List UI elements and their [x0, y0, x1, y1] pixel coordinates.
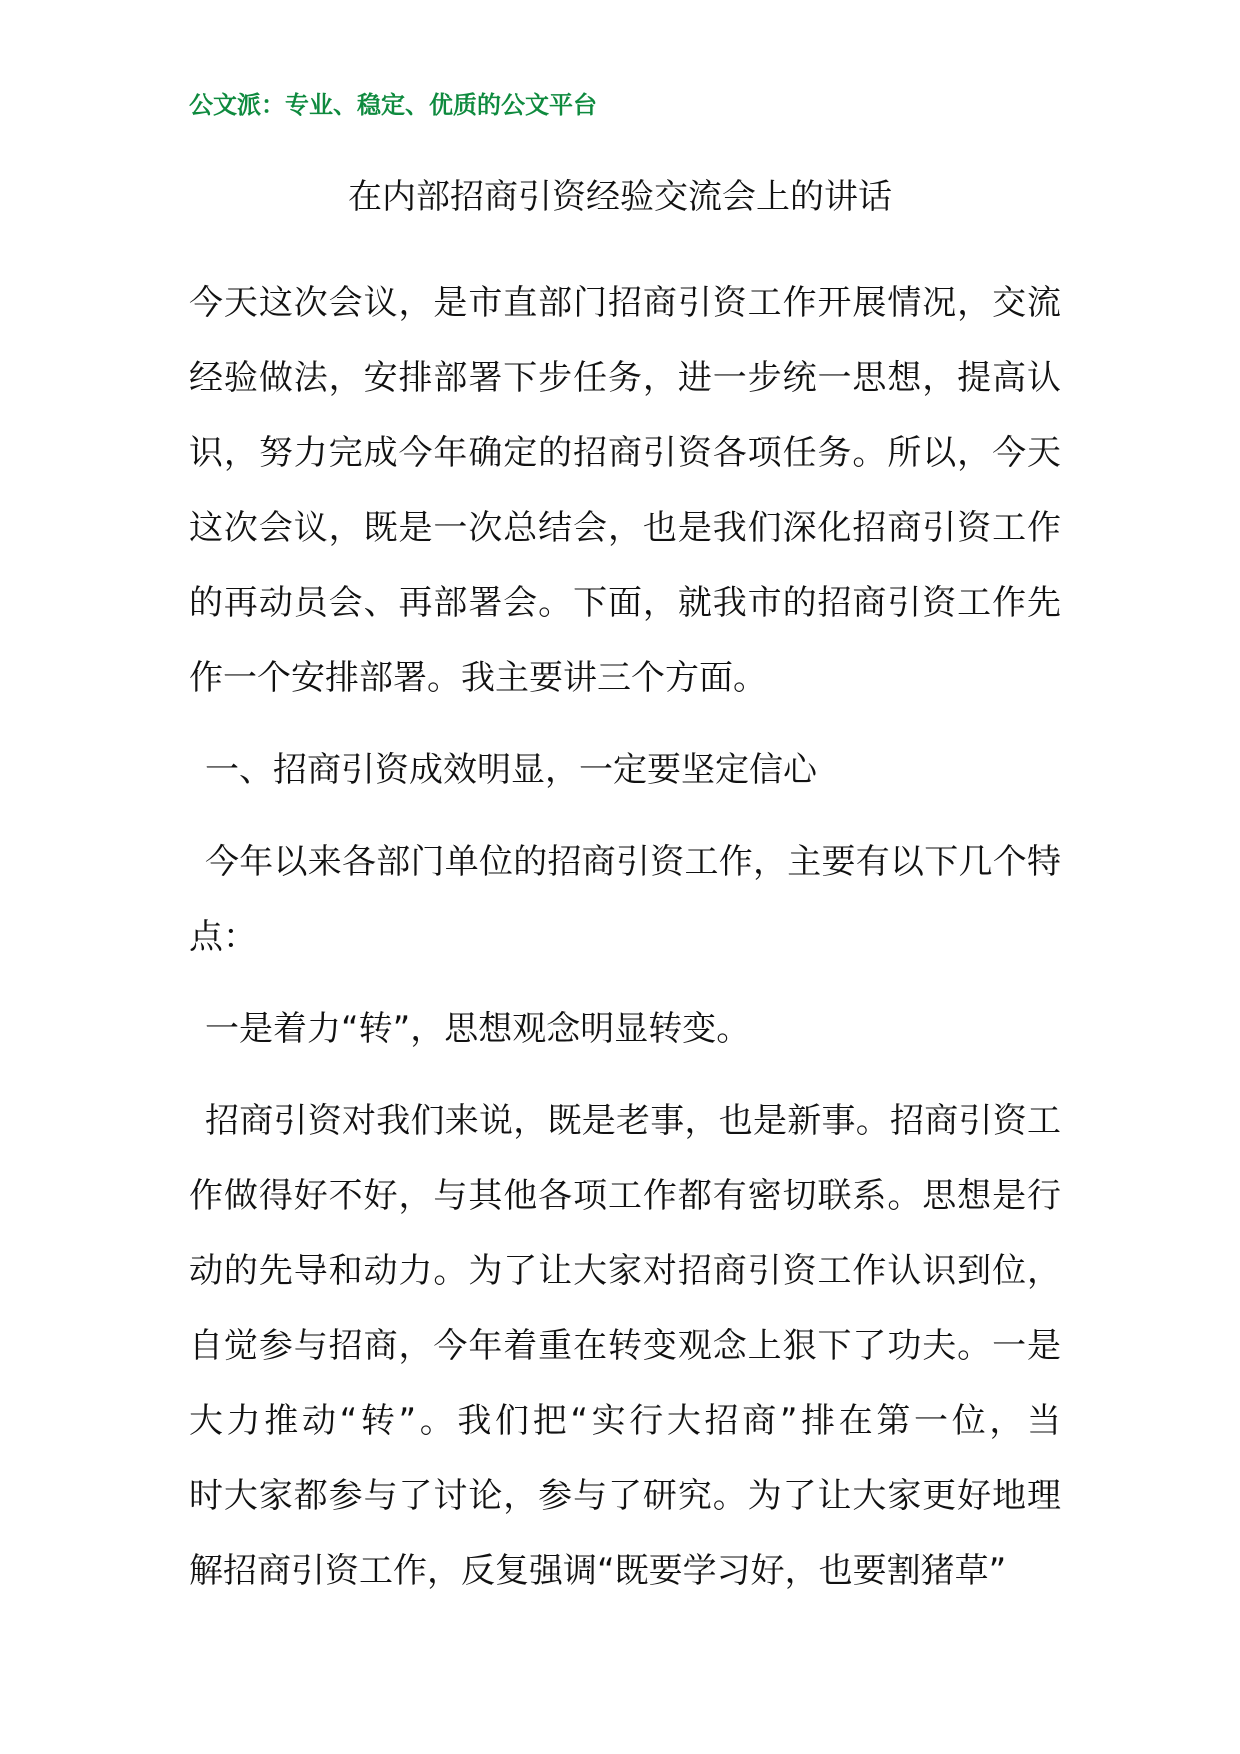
- paragraph-features: [189, 825, 1061, 975]
- subheading-1: [189, 992, 1061, 1067]
- section-heading-1: [189, 733, 1061, 808]
- text-line: 动的先导和动力。为了让大家对招商引资工作认识到位，: [189, 1251, 1061, 1291]
- text-line: 的再动员会、再部署会。下面，就我市的招商引资工作先: [189, 583, 1061, 623]
- text-line: 今年以来各部门单位的招商引资工作，主要有以下几个特: [205, 842, 1061, 882]
- text-line: 招商引资对我们来说，既是老事，也是新事。招商引资工: [205, 1101, 1061, 1141]
- document-title: 在内部招商引资经验交流会上的讲话: [348, 177, 892, 217]
- heading-line: 一、招商引资成效明显，一定要坚定信心: [205, 750, 817, 790]
- text-line: 大力推动“转”。我们把“实行大招商”排在第一位，当: [189, 1401, 1061, 1441]
- header-banner: 公文派：专业、稳定、优质的公文平台: [189, 91, 597, 119]
- text-line: 作一个安排部署。我主要讲三个方面。: [189, 658, 767, 698]
- text-line: 时大家都参与了讨论，参与了研究。为了让大家更好地理: [189, 1476, 1061, 1516]
- paragraph-intro: [189, 266, 1061, 716]
- text-line: 自觉参与招商，今年着重在转变观念上狠下了功夫。一是: [189, 1326, 1061, 1366]
- text-line: 识，努力完成今年确定的招商引资各项任务。所以，今天: [189, 433, 1061, 473]
- heading-line: 一是着力“转”，思想观念明显转变。: [205, 1009, 751, 1049]
- text-line: 今天这次会议，是市直部门招商引资工作开展情况，交流: [189, 283, 1061, 323]
- text-line: 经验做法，安排部署下步任务，进一步统一思想，提高认: [189, 358, 1061, 398]
- document-body: [189, 266, 1061, 1609]
- text-line: 作做得好不好，与其他各项工作都有密切联系。思想是行: [189, 1176, 1061, 1216]
- text-line: 点：: [189, 917, 257, 957]
- text-line: 这次会议，既是一次总结会，也是我们深化招商引资工作: [189, 508, 1061, 548]
- paragraph-detail: [189, 1084, 1061, 1609]
- text-line: 解招商引资工作，反复强调“既要学习好，也要割猪草”: [189, 1551, 1007, 1591]
